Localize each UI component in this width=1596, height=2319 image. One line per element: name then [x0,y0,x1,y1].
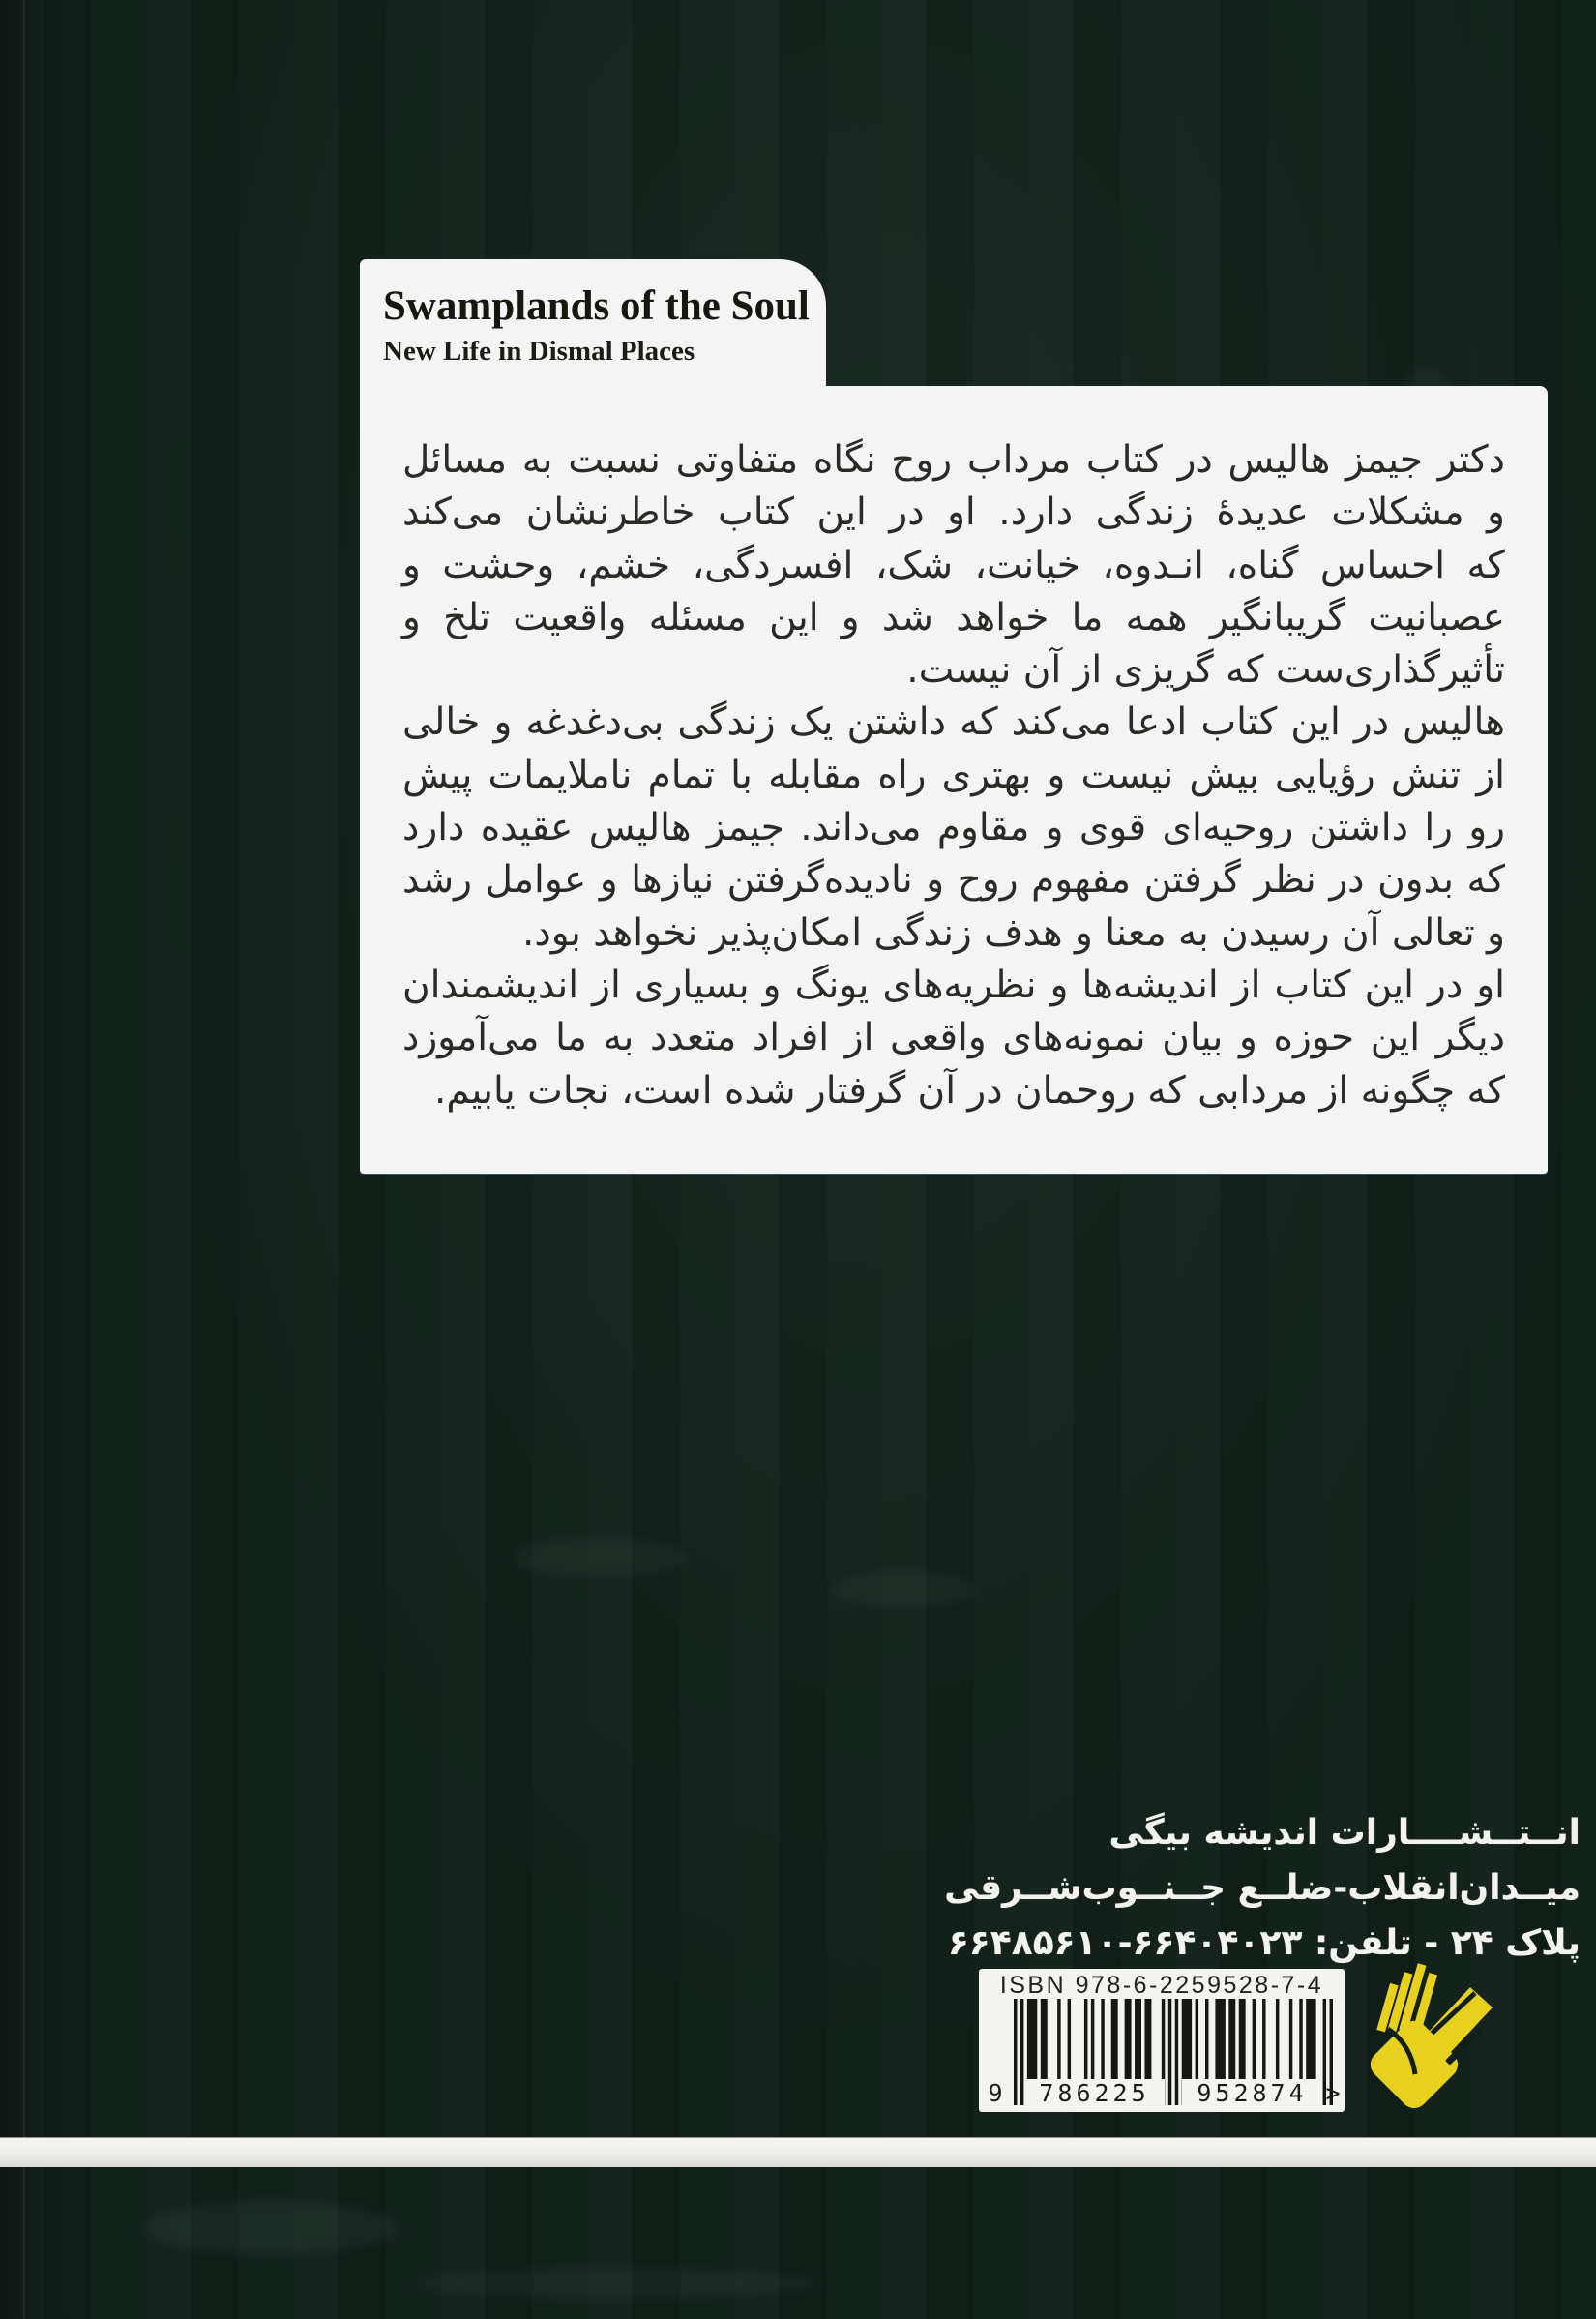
publisher-address: میــدان‌انقلاب-ضلــع جــنــوب‌شــرقی [944,1868,1581,1908]
synopsis-line: او در این کتاب از اندیشه‌ها و نظریه‌های یونگ و بسیاری از اندیشمندان [402,963,1505,1007]
barcode-end-mark: > [1325,2079,1341,2107]
book-subtitle-english: New Life in Dismal Places [383,336,695,367]
publisher-phone: پلاک ۲۴ - تلفن: ۶۶۴۰۴۰۲۳-۶۶۴۸۵۶۱۰ [947,1923,1581,1963]
isbn-label: ISBN 978-6-2259528-7-4 [999,1972,1324,1999]
publisher-name: انــتــشــــارات اندیشه بیگی [1108,1813,1581,1853]
isbn-barcode [979,1969,1345,2112]
barcode-digits-group1: 786225 [1024,2079,1165,2108]
synopsis-line: دیگر این حوزه و بیان نمونه‌های واقعی از افراد متعدد به ما می‌آموزد [402,1016,1505,1060]
synopsis-line: هالیس در این کتاب ادعا می‌کند که داشتن یک زندگی بی‌دغدغه و خالی [402,700,1505,745]
spine-crease-line [23,0,25,2319]
synopsis-line: که احساس گناه، انـدوه، خیانت، شک، افسردگی، خشم، وحشت و [402,543,1505,587]
synopsis-line: و مشکلات عدیدهٔ زندگی دارد. او در این کتاب خاطرنشان می‌کند [402,491,1505,535]
publisher-info [884,1805,1581,1971]
synopsis-box [360,386,1548,1174]
synopsis-line: که چگونه از مردابی که روحمان در آن گرفتار شده است، نجات یابیم. [434,1068,1505,1113]
title-box [360,259,826,386]
scuff-mark [832,1572,977,1606]
barcode-digit-system: 9 [981,2079,1010,2108]
synopsis-line: تأثیرگذاری‌ست که گریزی از آن نیست. [906,648,1505,693]
barcode-digits-group2: 952874 [1182,2079,1322,2108]
synopsis-line: رو را داشتن روحیه‌ای قوی و مقاوم می‌داند. جیمز هالیس عقیده دارد [402,806,1505,850]
logo-page-stripes [1376,1963,1437,2032]
book-title-english: Swamplands of the Soul [383,283,810,329]
synopsis-line: که بدون در نظر گرفتن مفهوم روح و نادیده‌گرفتن نیازها و عوامل رشد [402,858,1505,903]
scuff-mark [416,2269,822,2298]
synopsis-line: و تعالی آن رسیدن به معنا و هدف زندگی امکان‌پذیر نخواهد بود. [522,910,1505,955]
scuff-mark [145,2201,397,2254]
scuff-mark [513,1538,687,1577]
divider-stripe [0,2137,1596,2167]
publisher-logo [1356,1958,1501,2123]
synopsis-line: دکتر جیمز هالیس در کتاب مرداب روح نگاه متفاوتی نسبت به مسائل [402,438,1505,482]
synopsis-line: عصبانیت گریبانگیر همه ما خواهد شد و این مسئله واقعیت تلخ و [402,595,1505,639]
synopsis-line: از تنش رؤیایی بیش نیست و بهتری راه مقابله با تمام ناملایمات پیش [402,753,1505,797]
